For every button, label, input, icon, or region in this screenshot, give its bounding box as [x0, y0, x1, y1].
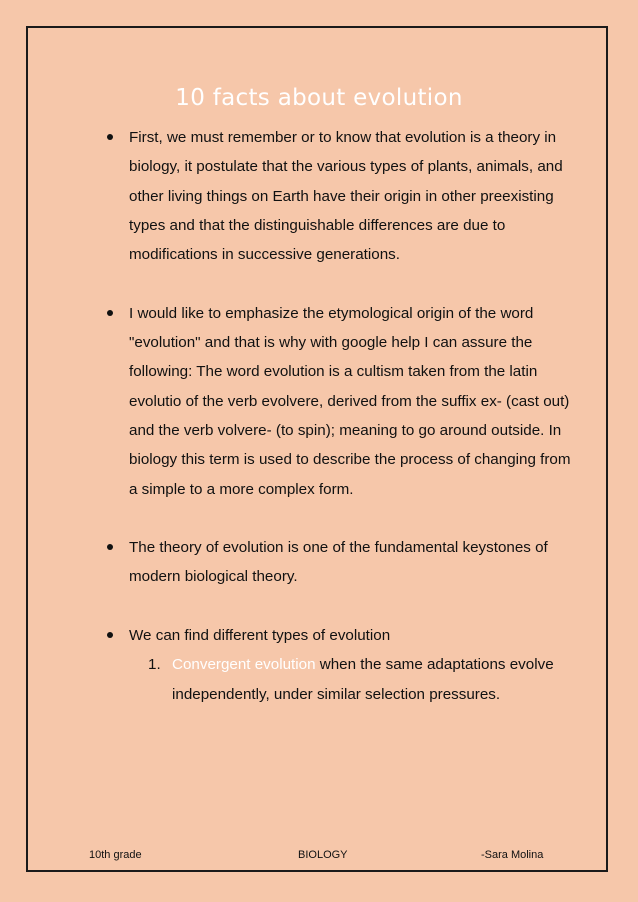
footer-grade: 10th grade	[89, 849, 142, 861]
footer-subject: BIOLOGY	[298, 849, 348, 861]
bullet-icon	[107, 632, 113, 638]
fact-item	[104, 123, 574, 269]
fact-item	[104, 621, 574, 709]
fact-text: The theory of evolution is one of the fundamental keystones of modern biological theory.	[129, 539, 548, 586]
fact-text: I would like to emphasize the etymological origin of the word "evolution" and that is why with google help I can assure the following: The word evolution is a cultism taken from the latin evolutio of the verb evolvere, derived from the suffix ex- (cast out) and the verb volvere- (to spin); meaning to go around outside. In biology this term is used to describe the process of changing from a simple to a more complex form.	[129, 304, 571, 498]
fact-text: We can find different types of evolution	[129, 627, 391, 645]
evolution-type-description: when the same adaptations evolve independently, under similar selection pressures.	[172, 656, 554, 703]
evolution-types-list	[129, 650, 574, 709]
highlighted-term: Convergent evolution	[172, 656, 316, 674]
fact-list	[104, 123, 574, 738]
footer-author: -Sara Molina	[481, 849, 544, 861]
bullet-icon	[107, 310, 113, 316]
bullet-icon	[107, 134, 113, 140]
fact-item	[104, 299, 574, 504]
evolution-type-item	[129, 650, 574, 709]
list-number: 1.	[148, 656, 161, 674]
fact-item	[104, 533, 574, 592]
fact-text: First, we must remember or to know that evolution is a theory in biology, it postulate that the various types of plants, animals, and other living things on Earth have their origin in other preexisting types and that the distinguishable differences are due to modifications in successive generations.	[129, 129, 563, 264]
bullet-icon	[107, 544, 113, 550]
page-title: 10 facts about evolution	[175, 85, 463, 111]
